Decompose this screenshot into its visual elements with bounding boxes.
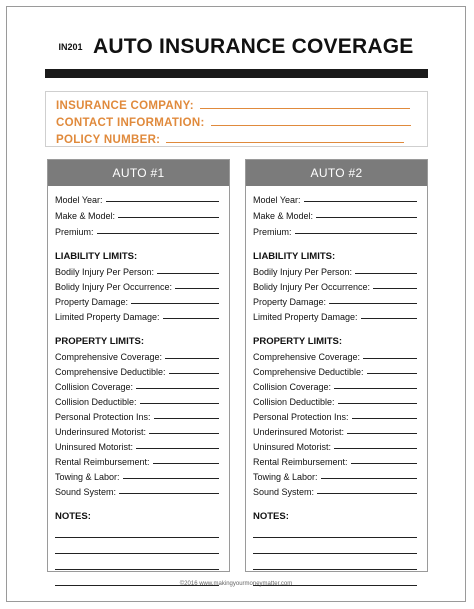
field-label: Model Year: — [253, 195, 301, 205]
field-row[interactable] — [253, 392, 420, 407]
notes-line[interactable] — [253, 538, 417, 554]
field-label: Sound System: — [55, 487, 117, 497]
field-label: Limited Property Damage: — [253, 312, 358, 322]
field-label: Comprehensive Deductible: — [55, 367, 166, 377]
field-row[interactable] — [253, 347, 420, 362]
field-row[interactable] — [55, 452, 222, 467]
document-title: AUTO INSURANCE COVERAGE — [93, 35, 414, 58]
field-row[interactable] — [253, 307, 420, 322]
field-label: Premium: — [55, 227, 94, 237]
copyright-footer: ©2016 www.makingyourmoneymatter.com — [179, 581, 293, 587]
field-line[interactable] — [334, 388, 417, 389]
field-line[interactable] — [118, 217, 219, 218]
notes-line[interactable] — [55, 522, 219, 538]
field-row[interactable] — [55, 377, 222, 392]
field-label: Uninsured Motorist: — [55, 442, 134, 452]
title-row — [7, 35, 465, 59]
field-row[interactable] — [253, 482, 420, 497]
field-label: Bodily Injury Per Person: — [55, 267, 155, 277]
premium-row[interactable] — [253, 221, 420, 237]
auto-1-column — [47, 159, 230, 572]
model-year-row[interactable] — [55, 189, 222, 205]
form-page — [6, 6, 466, 602]
auto-1-header: AUTO #1 — [48, 160, 229, 186]
contact-information-line[interactable] — [56, 112, 417, 129]
field-row[interactable] — [55, 467, 222, 482]
field-line[interactable] — [97, 233, 219, 234]
liability-limits-title: LIABILITY LIMITS: — [55, 251, 138, 262]
field-label: Bolidy Injury Per Occurrence: — [55, 282, 173, 292]
contact-information-field[interactable] — [211, 125, 411, 126]
field-label: Property Damage: — [253, 297, 327, 307]
field-line[interactable] — [321, 478, 417, 479]
field-line[interactable] — [347, 433, 417, 434]
field-line[interactable] — [136, 388, 219, 389]
notes-title: NOTES: — [253, 511, 289, 522]
field-label: Comprehensive Coverage: — [55, 352, 163, 362]
field-line[interactable] — [351, 463, 417, 464]
field-line[interactable] — [304, 201, 417, 202]
field-row[interactable] — [55, 362, 222, 377]
field-label: Towing & Labor: — [253, 472, 318, 482]
document-code: IN201 — [58, 42, 83, 52]
field-line[interactable] — [355, 273, 417, 274]
field-row[interactable] — [55, 277, 222, 292]
field-row[interactable] — [55, 482, 222, 497]
field-line[interactable] — [175, 288, 219, 289]
field-row[interactable] — [55, 392, 222, 407]
field-line[interactable] — [363, 358, 417, 359]
field-label: Bolidy Injury Per Occurrence: — [253, 282, 371, 292]
field-row[interactable] — [55, 262, 222, 277]
field-line[interactable] — [123, 478, 219, 479]
policy-number-line[interactable] — [56, 129, 417, 146]
notes-line[interactable] — [55, 554, 219, 570]
field-row[interactable] — [55, 422, 222, 437]
field-row[interactable] — [253, 452, 420, 467]
field-line[interactable] — [165, 358, 219, 359]
field-label: Towing & Labor: — [55, 472, 120, 482]
field-label: Property Damage: — [55, 297, 129, 307]
field-label: Personal Protection Ins: — [253, 412, 349, 422]
property-limits-title: PROPERTY LIMITS: — [253, 336, 343, 347]
field-label: Bodily Injury Per Person: — [253, 267, 353, 277]
policy-number-label: POLICY NUMBER: — [56, 134, 161, 146]
field-label: Premium: — [253, 227, 292, 237]
field-line[interactable] — [367, 373, 417, 374]
notes-line[interactable] — [253, 554, 417, 570]
property-limits-title: PROPERTY LIMITS: — [55, 336, 145, 347]
field-line[interactable] — [352, 418, 417, 419]
field-row[interactable] — [253, 407, 420, 422]
field-line[interactable] — [295, 233, 417, 234]
field-row[interactable] — [253, 422, 420, 437]
field-label: Collision Deductible: — [55, 397, 137, 407]
policy-number-field[interactable] — [166, 142, 404, 143]
field-line[interactable] — [316, 217, 417, 218]
field-row[interactable] — [55, 292, 222, 307]
field-label: Underinsured Motorist: — [253, 427, 345, 437]
field-row[interactable] — [253, 277, 420, 292]
field-label: Collision Coverage: — [253, 382, 332, 392]
field-label: Rental Reimbursement: — [253, 457, 348, 467]
field-line[interactable] — [334, 448, 417, 449]
make-model-row[interactable] — [55, 205, 222, 221]
insurance-company-line[interactable] — [56, 95, 417, 112]
model-year-row[interactable] — [253, 189, 420, 205]
field-line[interactable] — [119, 493, 219, 494]
liability-limits-title: LIABILITY LIMITS: — [253, 251, 336, 262]
field-label: Limited Property Damage: — [55, 312, 160, 322]
insurance-company-field[interactable] — [200, 108, 410, 109]
field-row[interactable] — [253, 467, 420, 482]
notes-line[interactable] — [55, 538, 219, 554]
field-line[interactable] — [136, 448, 219, 449]
notes-title: NOTES: — [55, 511, 91, 522]
field-label: Underinsured Motorist: — [55, 427, 147, 437]
field-line[interactable] — [131, 303, 219, 304]
field-line[interactable] — [373, 288, 417, 289]
field-label: Uninsured Motorist: — [253, 442, 332, 452]
field-line[interactable] — [338, 403, 417, 404]
insurance-company-label: INSURANCE COMPANY: — [56, 100, 194, 112]
field-line[interactable] — [149, 433, 219, 434]
field-row[interactable] — [253, 437, 420, 452]
auto-2-column — [245, 159, 428, 572]
field-label: Comprehensive Deductible: — [253, 367, 364, 377]
field-line[interactable] — [317, 493, 417, 494]
insurance-info-box — [45, 91, 428, 147]
field-label: Make & Model: — [253, 211, 314, 221]
field-row[interactable] — [253, 262, 420, 277]
field-line[interactable] — [154, 418, 219, 419]
field-line[interactable] — [169, 373, 219, 374]
field-label: Collision Deductible: — [253, 397, 335, 407]
field-line[interactable] — [163, 318, 219, 319]
field-label: Rental Reimbursement: — [55, 457, 150, 467]
field-row[interactable] — [253, 362, 420, 377]
field-line[interactable] — [153, 463, 219, 464]
field-label: Collision Coverage: — [55, 382, 134, 392]
field-line[interactable] — [329, 303, 417, 304]
field-row[interactable] — [55, 437, 222, 452]
field-line[interactable] — [361, 318, 417, 319]
field-label: Model Year: — [55, 195, 103, 205]
field-label: Make & Model: — [55, 211, 116, 221]
field-line[interactable] — [157, 273, 219, 274]
field-row[interactable] — [55, 347, 222, 362]
field-row[interactable] — [55, 307, 222, 322]
field-line[interactable] — [106, 201, 219, 202]
field-label: Personal Protection Ins: — [55, 412, 151, 422]
notes-line[interactable] — [253, 522, 417, 538]
auto-2-header: AUTO #2 — [246, 160, 427, 186]
title-bar — [45, 69, 428, 78]
field-row[interactable] — [55, 407, 222, 422]
field-line[interactable] — [140, 403, 219, 404]
field-label: Comprehensive Coverage: — [253, 352, 361, 362]
make-model-row[interactable] — [253, 205, 420, 221]
field-row[interactable] — [253, 292, 420, 307]
premium-row[interactable] — [55, 221, 222, 237]
contact-information-label: CONTACT INFORMATION: — [56, 117, 205, 129]
field-row[interactable] — [253, 377, 420, 392]
field-label: Sound System: — [253, 487, 315, 497]
